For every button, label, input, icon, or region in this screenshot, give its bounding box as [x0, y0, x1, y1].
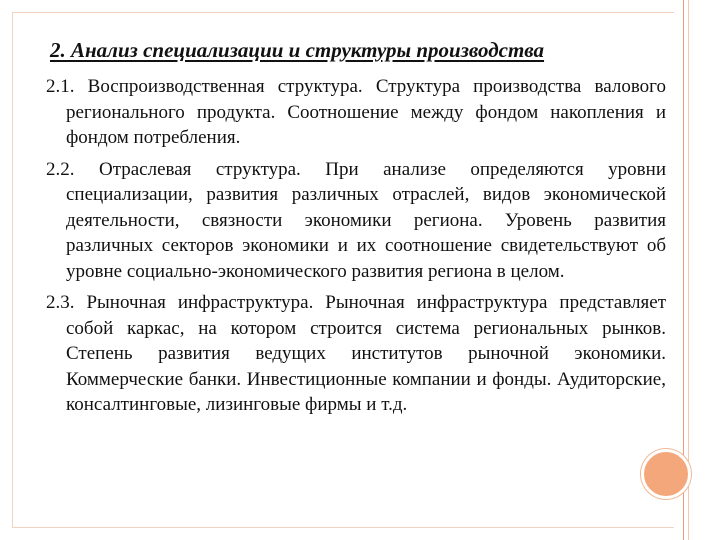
slide-title: 2. Анализ специализации и структуры производства — [50, 38, 545, 62]
decorative-circle — [641, 449, 691, 499]
paragraph-2-1: 2.1. Воспроизводственная структура. Структура производства валового регионального продукта. Соотношение между фондом накопления и фондом потребления. — [46, 76, 666, 148]
slide-frame-bottom — [12, 527, 674, 528]
paragraph-2-2: 2.2. Отраслевая структура. При анализе определяются уровни специализации, развития различных отраслей, видов экономической деятельности, связности экономики региона. Уровень развития различных секторов экономики и их соотношение свидетельствуют об уровне социально-экономического развития региона в целом. — [46, 158, 666, 282]
slide-content — [46, 74, 666, 424]
slide-frame-top — [12, 12, 674, 13]
slide-frame-left — [12, 12, 13, 527]
slide-border-right-outer — [688, 0, 689, 540]
paragraph-2-3: 2.3. Рыночная инфраструктура. Рыночная инфраструктура представляет собой каркас, на котором строится система региональных рынков. Степень развития ведущих институтов рыночной экономики. Коммерческие банки. Инвестиционные компании и фонды. Аудиторские, консалтинговые, лизинговые фирмы и т.д. — [46, 292, 666, 415]
